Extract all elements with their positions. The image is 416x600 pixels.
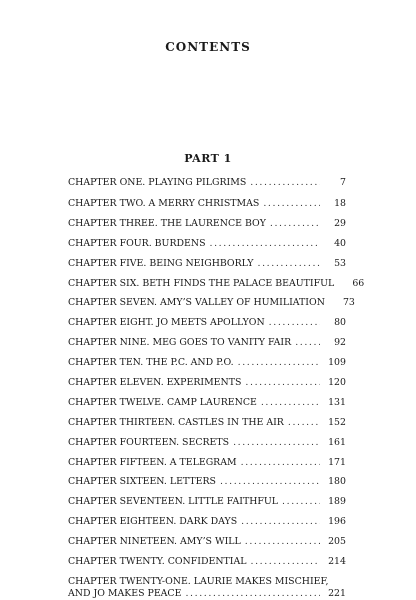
page-number: 161 (328, 436, 346, 448)
dot-leader (245, 536, 320, 548)
dot-leader (233, 437, 320, 449)
page-number: 109 (328, 357, 346, 369)
toc-entry[interactable] (68, 317, 346, 329)
toc-entry[interactable] (68, 476, 346, 488)
toc-entry[interactable] (68, 576, 346, 600)
page-number: 152 (328, 416, 346, 428)
chapter-title: CHAPTER SIXTEEN. LETTERS (68, 476, 216, 488)
toc-entry[interactable] (68, 397, 346, 409)
page-number: 18 (334, 198, 346, 209)
chapter-title: CHAPTER TWENTY-ONE. LAURIE MAKES MISCHIEF, (68, 575, 329, 587)
chapter-title: CHAPTER NINETEEN. AMY’S WILL (68, 536, 241, 548)
dot-leader (282, 496, 320, 508)
page-number: 53 (334, 257, 346, 269)
toc-entry[interactable] (68, 218, 346, 230)
page-number: 120 (328, 377, 346, 389)
page-number: 180 (328, 476, 346, 488)
dot-leader (245, 377, 320, 389)
page-number: 40 (334, 237, 346, 249)
toc-entry[interactable] (68, 258, 346, 270)
chapter-title: CHAPTER SEVEN. AMY’S VALLEY OF HUMILIATION (68, 297, 325, 309)
page-title: CONTENTS (165, 40, 251, 54)
toc-entry[interactable] (68, 516, 346, 528)
chapter-title: CHAPTER ELEVEN. EXPERIMENTS (68, 377, 242, 389)
chapter-title: CHAPTER THIRTEEN. CASTLES IN THE AIR (68, 416, 284, 428)
toc-entry[interactable] (68, 198, 346, 210)
chapter-title: CHAPTER SIX. BETH FINDS THE PALACE BEAUTIFUL (68, 277, 335, 289)
dot-leader (220, 476, 320, 488)
dot-leader (241, 516, 320, 528)
dot-leader (269, 317, 320, 329)
dot-leader (210, 238, 320, 250)
page-number: 66 (352, 277, 365, 289)
chapter-title: CHAPTER FOUR. BURDENS (68, 237, 206, 249)
page-number: 196 (328, 516, 346, 528)
toc-entry[interactable] (68, 457, 346, 469)
toc-entry[interactable] (68, 297, 355, 309)
page-number: 205 (328, 536, 346, 548)
toc-entry[interactable] (68, 177, 346, 189)
dot-leader (288, 417, 320, 429)
chapter-title: CHAPTER FIFTEEN. A TELEGRAM (68, 456, 237, 468)
page-number: 131 (328, 396, 346, 408)
page-number: 92 (334, 337, 346, 349)
chapter-title: CHAPTER NINE. MEG GOES TO VANITY FAIR (68, 337, 292, 349)
toc-entry[interactable] (68, 357, 346, 369)
chapter-title: CHAPTER TWENTY. CONFIDENTIAL (68, 556, 247, 568)
page-number: 73 (342, 297, 355, 309)
chapter-title: CHAPTER THREE. THE LAURENCE BOY (68, 217, 266, 229)
table-of-contents (68, 177, 365, 600)
toc-entry[interactable] (68, 277, 365, 290)
page-number: 7 (340, 177, 346, 188)
chapter-title: CHAPTER TWELVE. CAMP LAURENCE (68, 396, 257, 408)
page-number: 80 (334, 317, 346, 329)
toc-entry[interactable] (68, 337, 346, 349)
toc-entry[interactable] (68, 556, 346, 568)
chapter-title: CHAPTER SEVENTEEN. LITTLE FAITHFUL (68, 496, 279, 508)
chapter-title-continued: AND JO MAKES PEACE (68, 587, 182, 599)
part-title: PART 1 (184, 152, 232, 165)
chapter-title: CHAPTER EIGHT. JO MEETS APOLLYON (68, 317, 265, 329)
toc-entry[interactable] (68, 417, 346, 429)
chapter-title: CHAPTER ONE. PLAYING PILGRIMS (68, 177, 247, 188)
page-number: 29 (334, 217, 346, 229)
dot-leader (185, 588, 320, 600)
dot-leader (258, 258, 321, 270)
page-number: 171 (328, 456, 346, 468)
page-number: 221 (328, 587, 346, 599)
chapter-title: CHAPTER TWO. A MERRY CHRISTMAS (68, 198, 260, 209)
page-number: 214 (328, 556, 346, 568)
toc-entry[interactable] (68, 437, 346, 449)
dot-leader (295, 337, 320, 349)
toc-entry[interactable] (68, 536, 346, 548)
dot-leader (250, 556, 320, 568)
dot-leader (261, 397, 320, 409)
chapter-title: CHAPTER TEN. THE P.C. AND P.O. (68, 357, 234, 369)
toc-entry[interactable] (68, 377, 346, 389)
dot-leader (263, 198, 320, 210)
dot-leader (238, 357, 320, 369)
dot-leader (250, 177, 320, 189)
chapter-title: CHAPTER EIGHTEEN. DARK DAYS (68, 516, 238, 528)
page-number: 189 (328, 496, 346, 508)
dot-leader (241, 457, 320, 469)
toc-entry[interactable] (68, 496, 346, 508)
toc-entry[interactable] (68, 238, 346, 250)
dot-leader (270, 218, 320, 230)
chapter-title: CHAPTER FIVE. BEING NEIGHBORLY (68, 257, 254, 269)
chapter-title: CHAPTER FOURTEEN. SECRETS (68, 436, 230, 448)
